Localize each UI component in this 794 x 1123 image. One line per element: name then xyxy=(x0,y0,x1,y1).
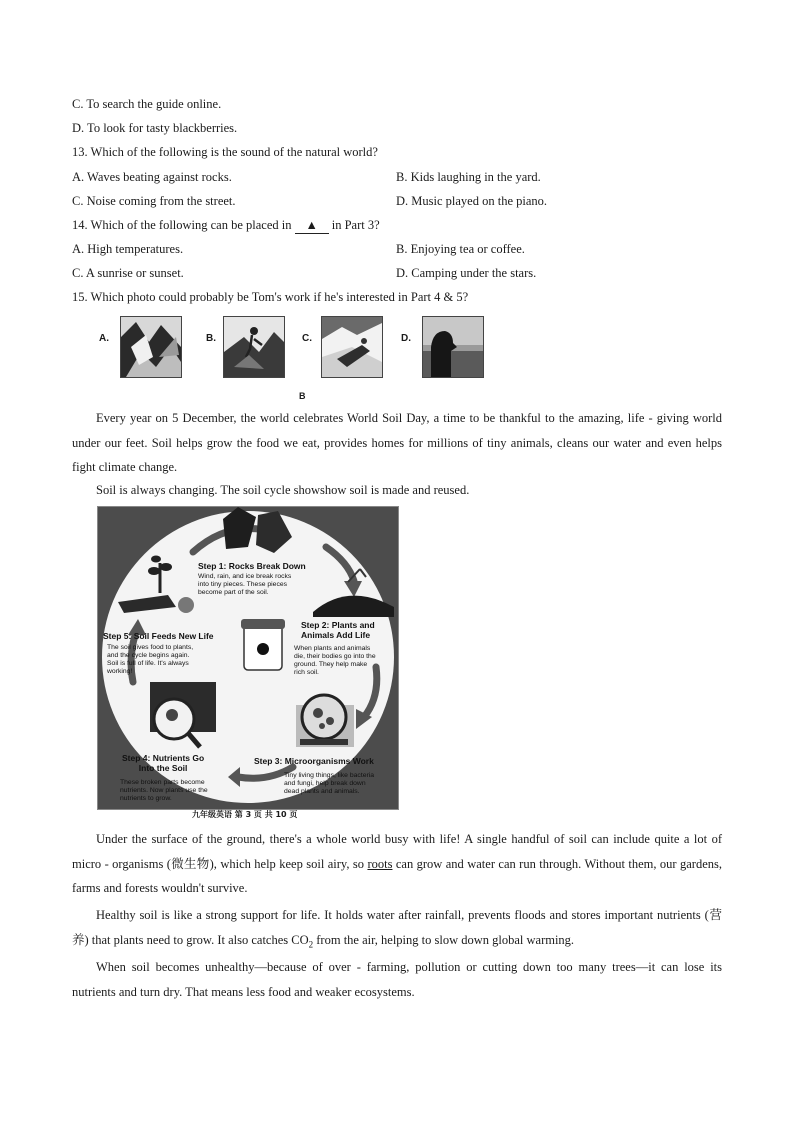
passage-paragraph-5 xyxy=(72,955,722,1004)
step2-line-1: When plants and animals xyxy=(294,645,371,652)
q12-option-d: D. To look for tasty blackberries. xyxy=(72,121,238,135)
photo-c xyxy=(321,316,383,378)
passage-paragraph-1 xyxy=(72,406,722,480)
q12-option-c: C. To search the guide online. xyxy=(72,97,222,111)
step2-line-2: die, their bodies go into the xyxy=(294,653,376,660)
step2-line-3: ground. They help make xyxy=(294,661,368,668)
step4-text xyxy=(120,779,208,803)
step4-line-1: These broken parts become xyxy=(120,779,205,786)
photo-c-image xyxy=(322,317,382,377)
passage-p4-text-a: Healthy soil is like a strong support for life. It holds water after rainfall, prevents floods and stores important nutrients (营养) that plants need to grow. It also catches CO xyxy=(72,908,722,947)
passage-p4-subscript: 2 xyxy=(308,939,314,949)
step4-title-line-2: Into the Soil xyxy=(138,763,188,773)
step5-text xyxy=(107,644,193,676)
step3-text xyxy=(284,772,374,796)
soil-cycle-diagram xyxy=(97,506,399,810)
photo-d xyxy=(422,316,484,378)
step2-line-4: rich soil. xyxy=(294,669,319,676)
step1-title: Step 1: Rocks Break Down xyxy=(198,561,306,571)
step3-line-1: Tiny living things, like bacteria xyxy=(284,772,375,779)
q13-option-a: A. Waves beating against rocks. xyxy=(72,170,232,184)
step3-title: Step 3: Microorganisms Work xyxy=(254,756,374,766)
passage-paragraph-4 xyxy=(72,903,722,957)
q14-option-a: A. High temperatures. xyxy=(72,242,184,256)
passage-p3-underlined-word: roots xyxy=(367,856,393,871)
q15-label-c: C. xyxy=(302,333,312,344)
step1-line-3: become part of the soil. xyxy=(198,589,269,596)
step2-text xyxy=(294,645,376,677)
passage-paragraph-3 xyxy=(72,827,722,901)
q14-option-b: B. Enjoying tea or coffee. xyxy=(396,242,525,256)
step1-text xyxy=(198,573,291,597)
step3-line-3: dead plants and animals. xyxy=(284,788,360,795)
photo-b xyxy=(223,316,285,378)
photo-a xyxy=(120,316,182,378)
q15-label-b: B. xyxy=(206,333,216,344)
step2-title xyxy=(301,620,375,640)
photo-a-image xyxy=(121,317,181,377)
step4-line-3: nutrients to grow. xyxy=(120,795,172,802)
q15-question: 15. Which photo could probably be Tom's work if he's interested in Part 4 & 5? xyxy=(72,290,469,304)
passage-p4-text-b: from the air, helping to slow down global warming. xyxy=(313,932,575,947)
section-mark: B xyxy=(299,391,306,401)
photo-d-image xyxy=(423,317,483,377)
q13-option-d: D. Music played on the piano. xyxy=(396,194,548,208)
passage-p1-text: Every year on 5 December, the world celebrates World Soil Day, a time to be thankful to the amazing, life - giving world under our feet. Soil helps grow the food we eat, provides homes for millions of tiny animals, cleans our water and even helps fight climate change. xyxy=(72,411,722,474)
step5-line-1: The soil gives food to plants, xyxy=(107,644,194,651)
step2-title-line-1: Step 2: Plants and xyxy=(301,620,375,630)
step5-line-3: Soil is full of life. It's always xyxy=(107,660,189,667)
passage-p5-text: When soil becomes unhealthy—because of over - farming, pollution or cutting down too many trees—it can lose its nutrients and turn dry. That means less food and weaker ecosystems. xyxy=(72,960,722,999)
step1-line-1: Wind, rain, and ice break rocks xyxy=(198,573,292,580)
q15-label-a: A. xyxy=(99,333,109,344)
step4-line-2: nutrients. Now plants use the xyxy=(120,787,208,794)
step5-title: Step 5: Soil Feeds New Life xyxy=(103,631,214,641)
step4-title xyxy=(122,753,204,773)
photo-b-image xyxy=(224,317,284,377)
passage-paragraph-2 xyxy=(72,478,722,503)
passage-p3-text-a: Under the surface of the ground, there's a whole world busy with life! A single handful of soil can include quite a lot of micro - organisms (微生物), which help keep soil airy, so xyxy=(72,832,722,871)
page-footer: 九年级英语 第 3 页 共 10 页 xyxy=(192,810,298,819)
q13-question: 13. Which of the following is the sound of the natural world? xyxy=(72,145,378,159)
q14-question xyxy=(72,217,380,234)
step5-line-4: working! xyxy=(107,668,133,675)
q13-option-c: C. Noise coming from the street. xyxy=(72,194,236,208)
step4-title-line-1: Step 4: Nutrients Go xyxy=(122,753,205,763)
q14-option-c: C. A sunrise or sunset. xyxy=(72,266,184,280)
q14-option-d: D. Camping under the stars. xyxy=(396,266,537,280)
q14-blank: ▲ xyxy=(295,217,329,234)
passage-p3-text-b: can grow and water can run through. Without them, our gardens, farms and forests wouldn't survive. xyxy=(72,856,722,895)
step1-line-2: into tiny pieces. These pieces xyxy=(198,581,288,588)
q13-option-b: B. Kids laughing in the yard. xyxy=(396,170,541,184)
step2-title-line-2: Animals Add Life xyxy=(301,630,371,640)
step3-line-2: and fungi, help break down xyxy=(284,780,366,787)
q14-question-after: in Part 3? xyxy=(331,218,380,232)
passage-p2-text: Soil is always changing. The soil cycle showshow soil is made and reused. xyxy=(96,483,470,497)
q15-label-d: D. xyxy=(401,333,411,344)
q14-question-before: 14. Which of the following can be placed in xyxy=(72,218,292,232)
step5-line-2: and the cycle begins again. xyxy=(107,652,190,659)
